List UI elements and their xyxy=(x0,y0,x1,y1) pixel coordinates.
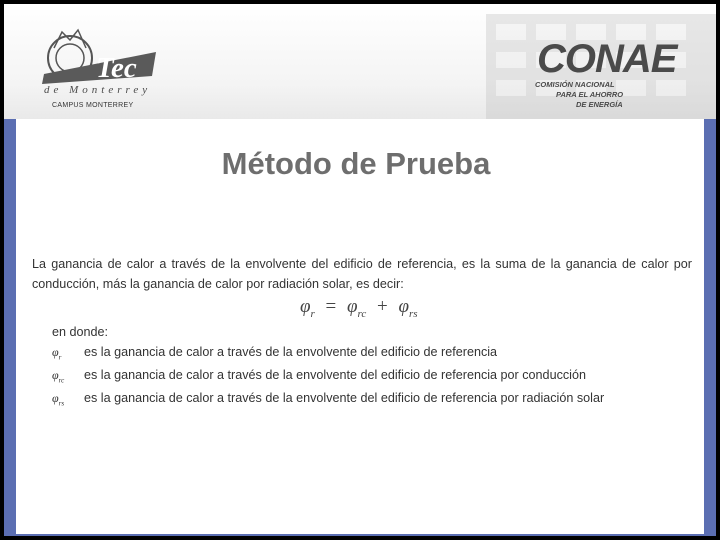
definition-symbol: $\varphi_{rs}$ xyxy=(52,391,65,408)
where-label: en donde: xyxy=(52,325,109,339)
formula-term-2: φ xyxy=(398,296,410,317)
definition-text: es la ganancia de calor a través de la envolvente del edificio de referencia xyxy=(84,345,498,359)
conae-logo-word: CONAE xyxy=(537,37,677,81)
definition-row xyxy=(52,391,604,407)
formula-term-1: φ xyxy=(347,296,358,317)
slide-title: Método de Prueba xyxy=(221,146,491,181)
formula-term-2-sub: rs xyxy=(409,307,418,320)
definition-text: es la ganancia de calor a través de la envolvente del edificio de referencia por radiación solar xyxy=(84,391,605,405)
conae-logo-line-3: DE ENERGÍA xyxy=(576,100,623,109)
formula-lhs: φ xyxy=(300,296,311,317)
tec-logo-campus: CAMPUS MONTERREY xyxy=(52,102,134,109)
tec-logo-word: Tec xyxy=(96,52,137,84)
formula-lhs-sub: r xyxy=(310,307,315,320)
intro-paragraph: La ganancia de calor a través de la envolvente del edificio de referencia, es la suma de la ganancia de calor por conducción, más la ganancia de calor por radiación solar, es decir: xyxy=(32,257,692,291)
formula-equals: = xyxy=(325,296,337,317)
definition-row xyxy=(52,345,497,361)
definition-row xyxy=(52,368,586,384)
formula-term-1-sub: rc xyxy=(357,307,367,320)
formula-plus: + xyxy=(377,296,388,317)
definition-symbol: $\varphi_r$ xyxy=(52,345,62,362)
slide-header xyxy=(4,4,716,119)
tec-logo-subtitle: de Monterrey xyxy=(44,84,152,96)
conae-logo-line-1: COMISIÓN NACIONAL xyxy=(535,80,615,89)
definition-text: es la ganancia de calor a través de la envolvente del edificio de referencia por conducción xyxy=(84,368,586,382)
gain-formula xyxy=(300,296,418,320)
definition-symbol: $\varphi_{rc}$ xyxy=(52,368,65,385)
conae-logo-line-2: PARA EL AHORRO xyxy=(556,90,624,99)
